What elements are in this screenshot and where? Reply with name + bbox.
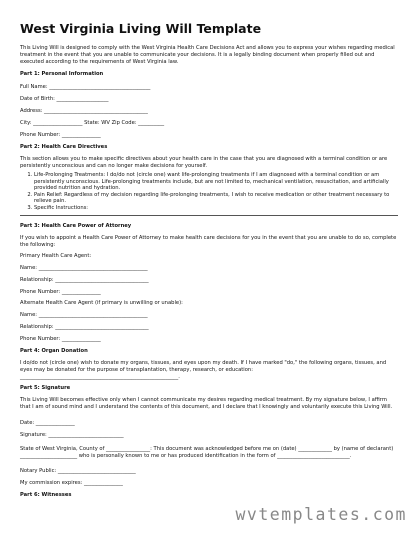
part6-heading: Part 6: Witnesses (20, 492, 72, 498)
part2-heading: Part 2: Health Care Directives (20, 144, 108, 150)
organ-donation-text: I do/do not (circle one) wish to donate my organs, tissues, and eyes upon my death. If I have marked "do," the following organs, tissues, and eyes may be donated for the purpose of transplantation, therapy, research, or education: (20, 360, 388, 374)
commission-expires-field[interactable]: My commission expires: _______________ (20, 480, 123, 486)
part3-intro: If you wish to appoint a Health Care Power of Attorney to make health care decisions for you in the event that you are unable to do so, complete the following: (20, 235, 398, 249)
primary-agent-label: Primary Health Care Agent: (20, 253, 92, 259)
directives-list (20, 172, 398, 212)
agent-name-field[interactable]: Name: __________________________________________ (20, 265, 148, 271)
list-item: 3. Specific Instructions: (34, 205, 398, 212)
specific-instructions-line[interactable] (20, 215, 398, 216)
document-title: West Virginia Living Will Template (20, 21, 262, 36)
part2-intro: This section allows you to make specific directives about your health care in the case that you are diagnosed with a terminal condition or are persistently unconscious and can no longer make decisions for yourself. (20, 156, 389, 170)
date-field[interactable]: Date: _______________ (20, 420, 75, 426)
site-watermark: wvtemplates.com (235, 505, 407, 524)
alt-agent-phone-field[interactable]: Phone Number: _______________ (20, 336, 101, 342)
notary-public-field[interactable]: Notary Public: ______________________________ (20, 468, 136, 474)
city-state-zip-field[interactable]: City: ___________________ State: WV Zip Code: __________ (20, 120, 165, 126)
alt-agent-relationship-field[interactable]: Relationship: ____________________________________ (20, 324, 149, 330)
alt-agent-name-field[interactable]: Name: __________________________________________ (20, 312, 148, 318)
full-name-field[interactable]: Full Name: _______________________________________ (20, 84, 151, 90)
address-field[interactable]: Address: ________________________________________ (20, 108, 148, 114)
part3-heading: Part 3: Health Care Power of Attorney (20, 223, 132, 229)
phone-field[interactable]: Phone Number: _______________ (20, 132, 101, 138)
part1-heading: Part 1: Personal Information (20, 71, 104, 77)
list-item: 1. Life-Prolonging Treatments: I do/do not (circle one) want life-prolonging treatments if I am diagnosed with a terminal condition or am persistently unconscious. Life-prolonging treatments include, but are not limited to, mechanical ventilation, resuscitation, and artificially provided nutrition and hydration. (34, 172, 398, 192)
signature-statement: This Living Will becomes effective only when I cannot communicate my desires regarding medical treatment. By my signature below, I affirm that I am of sound mind and I understand the contents of this document, and I declare that I knowingly and voluntarily execute this Living Will. (20, 397, 393, 411)
organ-donation-blank[interactable]: _____________________________________________________________. (20, 374, 180, 380)
list-item: 2. Pain Relief: Regardless of my decision regarding life-prolonging treatments, I wish to receive medication or other treatment necessary to relieve pain. (34, 192, 398, 205)
notary-acknowledgment[interactable]: State of West Virginia, County of _________________: This document was acknowledged before me on (date) _____________ by (name of declarant) ______________________ who is personally known to me or has produced identification in the form of ____________________________. (20, 446, 395, 460)
intro-paragraph: This Living Will is designed to comply with the West Virginia Health Care Decisions Act and allows you to express your wishes regarding medical treatment in the event that you are unable to communicate your decisions. It is a legally binding document when properly filled out and executed according to the requirements of West Virginia law. (20, 45, 397, 66)
signature-field[interactable]: Signature: _____________________________ (20, 432, 124, 438)
part5-heading: Part 5: Signature (20, 385, 71, 391)
alternate-agent-label: Alternate Health Care Agent (if primary is unwilling or unable): (20, 300, 183, 306)
part4-heading: Part 4: Organ Donation (20, 348, 88, 354)
dob-field[interactable]: Date of Birth: ____________________ (20, 96, 109, 102)
agent-phone-field[interactable]: Phone Number: _______________ (20, 289, 101, 295)
agent-relationship-field[interactable]: Relationship: ____________________________________ (20, 277, 149, 283)
